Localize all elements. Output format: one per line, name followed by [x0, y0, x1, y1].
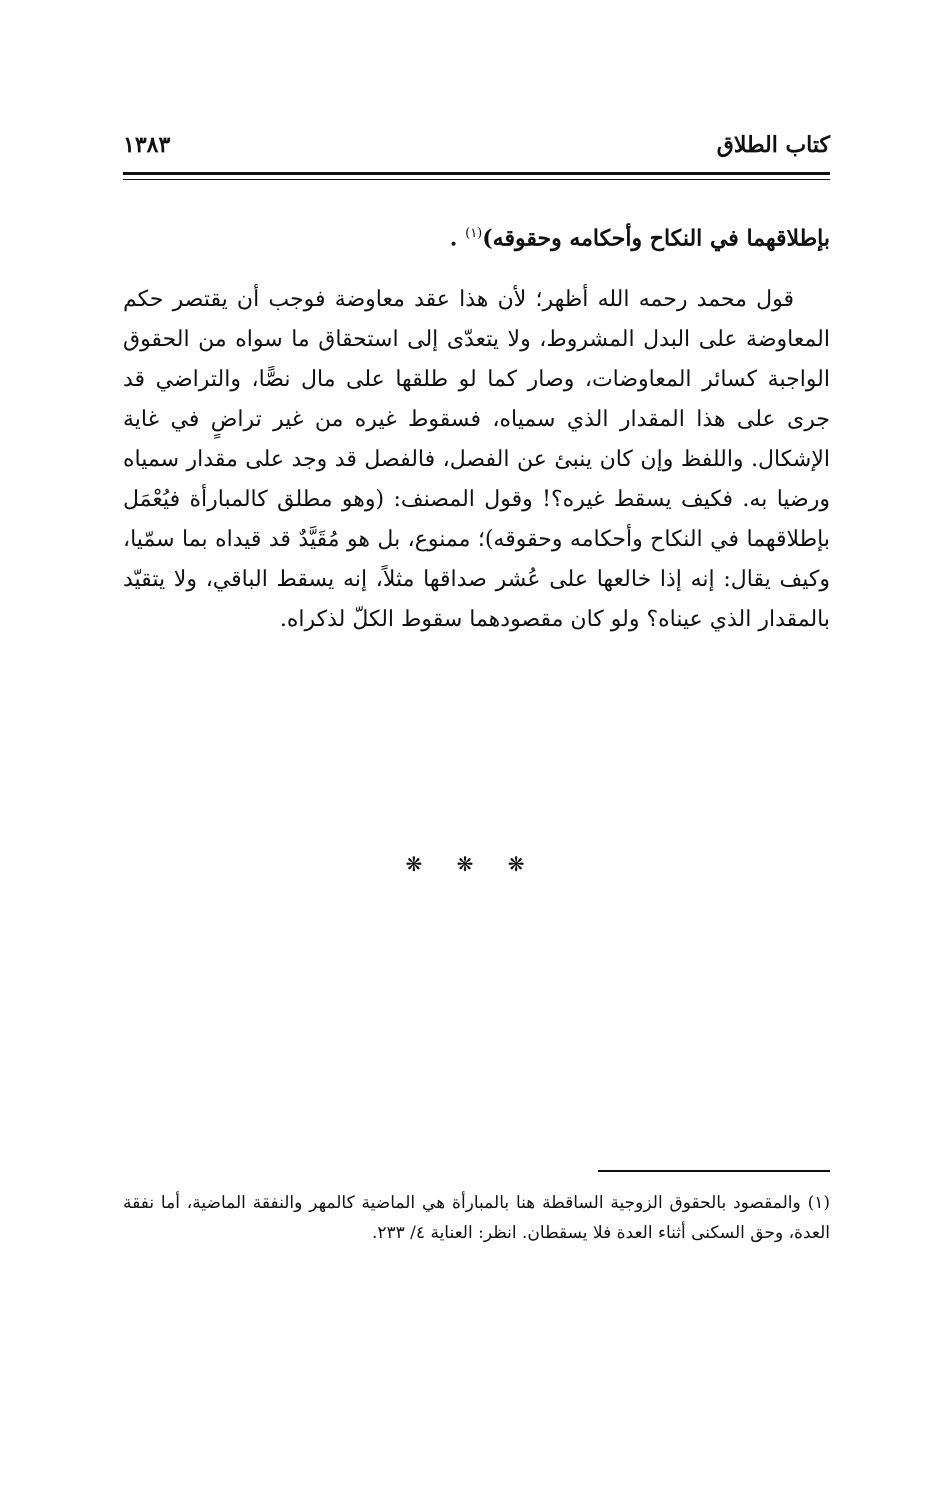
main-text — [123, 214, 830, 640]
lead-text: بإطلاقهما في النكاح وأحكامه وحقوقه) — [482, 225, 830, 252]
footnote: (١) والمقصود بالحقوق الزوجية الساقطة هنا بالمبارأة هي الماضية كالمهر والنفقة الماضية، أما نفقة العدة، وحق السكنى أثناء العدة فلا يسقطان. انظر: العناية ٤/ ٢٣٣. — [123, 1193, 830, 1243]
footnote-rule — [598, 1170, 830, 1172]
section-separator: ❋ ❋ ❋ — [405, 852, 539, 876]
footnote-marker: (١) — [465, 226, 483, 241]
page-number: ١٣٨٣ — [123, 132, 171, 158]
body-paragraph: قول محمد رحمه الله أظهر؛ لأن هذا عقد معاوضة فوجب أن يقتصر حكم المعاوضة على البدل المشروط، ولا يتعدّى إلى استحقاق ما سواه من الحقوق الواجبة كسائر المعاوضات، وصار كما لو طلقها على مال نصًّا، والتراضي قد جرى على هذا المقدار الذي سمياه، فسقوط غيره من غير تراضٍ في غاية الإشكال. واللفظ وإن كان ينبئ عن الفصل، فالفصل قد وجد على مقدار سمياه ورضيا به. فكيف يسقط غيره؟! وقول المصنف: (وهو مطلق كالمبارأة فيُعْمَل بإطلاقهما في النكاح وأحكامه وحقوقه)؛ ممنوع، بل هو مُقَيَّدٌ قد قيداه بما سمّيا، وكيف يقال: إنه إذا خالعها على عُشر صداقها مثلاً، إنه يسقط الباقي، ولا يتقيّد بالمقدار الذي عيناه؟ ولو كان مقصودهما سقوط الكلّ لذكراه. — [123, 287, 830, 633]
lead-line — [123, 214, 830, 258]
running-header — [123, 128, 830, 172]
book-title: كتاب الطلاق — [716, 132, 830, 158]
header-rule-thick — [123, 172, 830, 175]
header-rule-thin — [123, 179, 830, 180]
lead-end: . — [449, 225, 466, 252]
